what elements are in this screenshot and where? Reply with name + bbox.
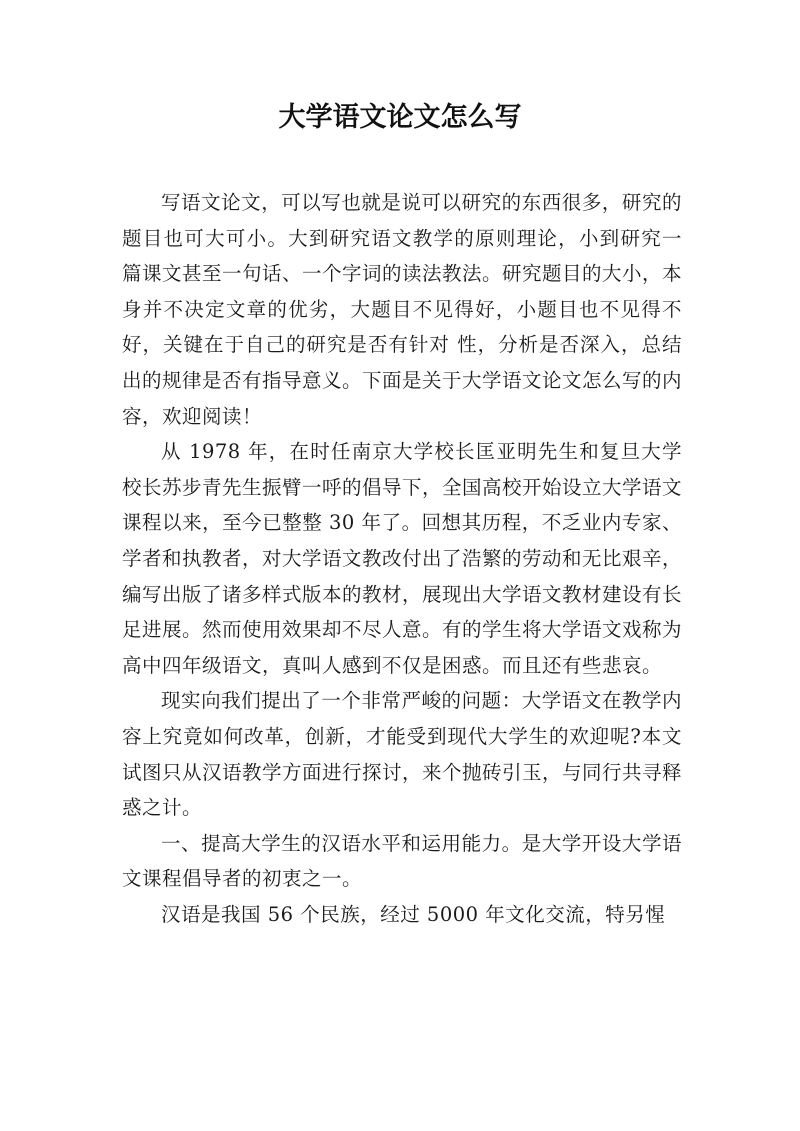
- document-title: 大学语文论文怎么写: [278, 102, 522, 133]
- paragraph-section-one: 一、提高大学生的汉语水平和运用能力。是大学开设大学语文课程倡导者的初衷之一。: [122, 831, 682, 891]
- document-body: [122, 185, 682, 932]
- paragraph-history: 从 1978 年，在时任南京大学校长匡亚明先生和复旦大学校长苏步青先生振臂一呼的倡导下，全国高校开始设立大学语文课程以来，至今已整整 30 年了。回想其历程，不乏业内专家、学者和执教者，对大学语文教改付出了浩繁的劳动和无比艰辛，编写出版了诸多样式版本的教材，展现出大学语文教材建设有长足进展。然而使用效果却不尽人意。有的学生将大学语文戏称为高中四年级语文，真叫人感到不仅是困惑。而且还有些悲哀。: [122, 440, 683, 677]
- paragraph-chinese-language: 汉语是我国 56 个民族，经过 5000 年文化交流，特另惺: [161, 902, 666, 926]
- paragraph-intro: 写语文论文，可以写也就是说可以研究的东西很多，研究的题目也可大可小。大到研究语文教学的原则理论，小到研究一 篇课文甚至一句话、一个字词的读法教法。研究题目的大小，本身并不决定文章的优劣，大题目不见得好，小题目也不见得不好，关键在于自己的研究是否有针对 性，分析是否深入，总结出的规律是否有指导意义。下面是关于大学语文论文怎么写的内容，欢迎阅读！: [122, 191, 683, 428]
- paragraph-problem: 现实向我们提出了一个非常严峻的问题：大学语文在教学内容上究竟如何改革，创新，才能受到现代大学生的欢迎呢?本文试图只从汉语教学方面进行探讨，来个抛砖引玉，与同行共寻释惑之计。: [122, 689, 683, 820]
